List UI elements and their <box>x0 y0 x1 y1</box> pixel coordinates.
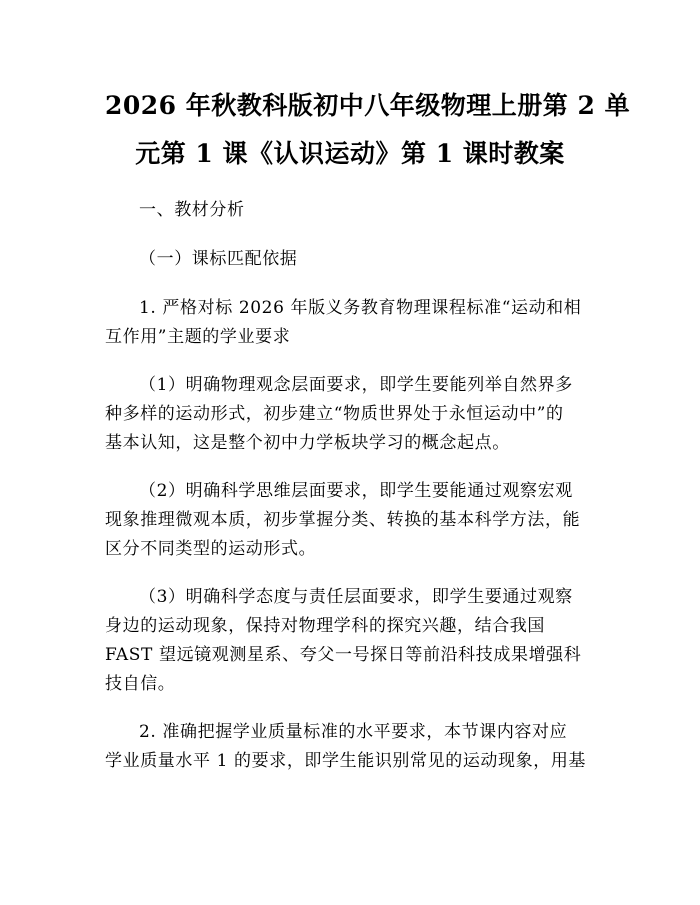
sub-1-line-3: 基本认知，这是整个初中力学板块学习的概念起点。 <box>105 433 510 453</box>
item-1-paragraph <box>105 294 595 352</box>
sub-2-line-3: 区分不同类型的运动形式。 <box>105 539 317 559</box>
title-line-1: 2026 年秋教科版初中八年级物理上册第 2 单 <box>105 91 631 120</box>
sub-3-line-3: FAST 望远镜观测星系、夸父一号探日等前沿科技成果增强科 <box>105 645 582 665</box>
sub-3-line-2: 身边的运动现象，保持对物理学科的探究兴趣，结合我国 <box>105 616 545 636</box>
item-1-line-2: 互作用”主题的学业要求 <box>105 327 291 347</box>
item-2-line-2: 学业质量水平 1 的要求，即学生能识别常见的运动现象，用基 <box>105 751 587 771</box>
sub-2-line-1: （2）明确科学思维层面要求，即学生要能通过观察宏观 <box>139 481 573 501</box>
item-2-paragraph <box>105 718 595 776</box>
sub-2-line-2: 现象推理微观本质，初步掌握分类、转换的基本科学方法，能 <box>105 510 581 530</box>
sub-1-paragraph <box>105 371 595 458</box>
sub-3-paragraph <box>105 583 595 699</box>
sub-3-line-1: （3）明确科学态度与责任层面要求，即学生要通过观察 <box>139 587 573 607</box>
document-title <box>105 82 631 178</box>
heading-textbook-analysis <box>105 196 595 225</box>
heading-curriculum-basis <box>105 245 595 274</box>
item-1-line-1: 1. 严格对标 2026 年版义务教育物理课程标准“运动和相 <box>139 298 582 318</box>
title-line-2: 元第 1 课《认识运动》第 1 课时教案 <box>135 139 565 168</box>
heading-2-text: （一）课标匹配依据 <box>139 249 298 269</box>
sub-1-line-2: 种多样的运动形式，初步建立“物质世界处于永恒运动中”的 <box>105 404 564 424</box>
sub-2-paragraph <box>105 477 595 564</box>
heading-1-text: 一、教材分析 <box>139 200 245 220</box>
sub-1-line-1: （1）明确物理观念层面要求，即学生要能列举自然界多 <box>139 375 573 395</box>
sub-3-line-4: 技自信。 <box>105 674 176 694</box>
item-2-line-1: 2. 准确把握学业质量标准的水平要求，本节课内容对应 <box>139 722 568 742</box>
